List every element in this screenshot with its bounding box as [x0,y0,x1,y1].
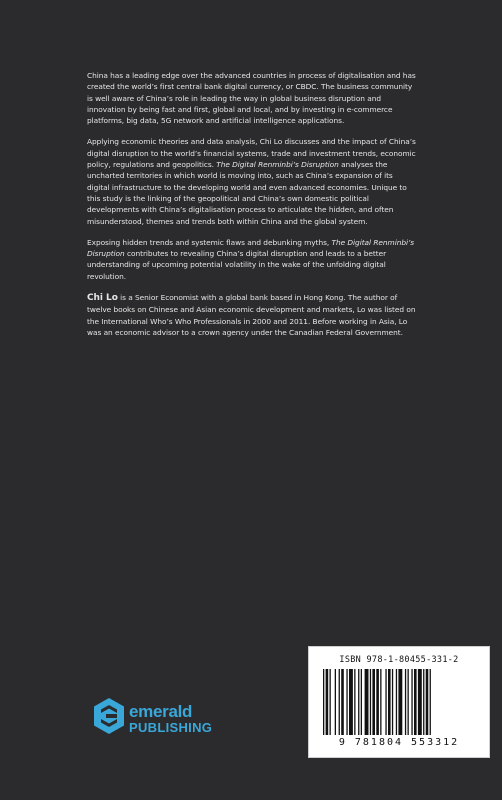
barcode-bar [392,669,393,735]
barcode-bar [358,669,359,735]
blurb-text [87,70,417,348]
barcode-digits: 9 781804 553312 [338,737,460,748]
barcode-bar [408,669,409,735]
barcode-bar [323,669,324,735]
barcode-bar [341,669,344,735]
blurb-p2-part-b: analyses the uncharted territories in which world is moving into, such as China’s expansion of its digital infrastructure to the developing world and even advanced economies. Unique to this study is the linking of the geopolitical and China’s own domestic political developments with China’s digitalisation process to articulate the hidden, and often misunderstood, themes and trends both within China and the global system. [87,160,407,226]
book-title-italic: The Digital Renminbi’s Disruption [216,160,339,170]
isbn-barcode [308,646,490,758]
barcode-bars [323,669,475,735]
barcode-bar [426,669,429,735]
barcode-bar [423,669,424,735]
barcode-bar [418,669,422,735]
barcode-bar [388,669,391,735]
barcode-bar [380,669,381,735]
author-bio [87,292,417,338]
blurb-paragraph-2 [87,136,417,226]
blurb-p2-part-a: Applying economic theories and data analysis, Chi Lo discusses and the impact of China’s digital disruption to the world’s financial systems, trade and investment trends, economic policy, regulations and geopolitics. [87,137,416,170]
barcode-bar [398,669,402,735]
barcode-bar [376,669,379,735]
blurb-p3-part-a: Exposing hidden trends and systemic flaws and debunking myths, [87,237,332,247]
barcode-bar [385,669,386,735]
blurb-paragraph-3 [87,237,417,282]
publisher-subtitle: PUBLISHING [129,720,213,735]
barcode-bar [339,669,340,735]
blurb-p3-part-b: contributes to revealing China’s digital disruption and leads to a better understanding of upcoming potential volatility in the wake of the unfolding digital revolution. [87,249,387,281]
barcode-bar [414,669,417,735]
barcode-bar [411,669,412,735]
barcode-bar [330,669,331,735]
emerald-logo-icon [93,697,125,735]
barcode-bar [370,669,371,735]
barcode-bar [430,669,431,735]
author-name: Chi Lo [87,293,118,304]
publisher-name: emerald [129,702,193,721]
barcode-bar [354,669,355,735]
barcode-bar [396,669,397,735]
barcode-bar [365,669,369,735]
barcode-bar [335,669,336,735]
barcode-bar [326,669,329,735]
barcode-bar [372,669,375,735]
publisher-logo [93,697,233,752]
barcode-bar [405,669,406,735]
barcode-bar [346,669,347,735]
isbn-label: ISBN 978-1-80455-331-2 [339,655,459,665]
author-bio-text: is a Senior Economist with a global bank based in Hong Kong. The author of twelve books on Chinese and Asian economic development and markets, Lo was listed on the International Who’s Who Professionals in 2000 and 2011. Before working in Asia, Lo was an economic advisor to a crown agency under the Canadian Federal Government. [87,293,416,337]
barcode-bar [349,669,353,735]
book-title-italic: The Digital Renminbi’s Disruption [87,237,415,259]
barcode-bar [361,669,362,735]
blurb-paragraph-1: China has a leading edge over the advanced countries in process of digitalisation and has created the world’s first central bank digital currency, or CBDC. The business community is well aware of China’s role in leading the way in global business disruption and innovation by being fast and first, global and local, and by investing in e-commerce platforms, big data, 5G network and artificial intelligence applications. [87,71,416,126]
